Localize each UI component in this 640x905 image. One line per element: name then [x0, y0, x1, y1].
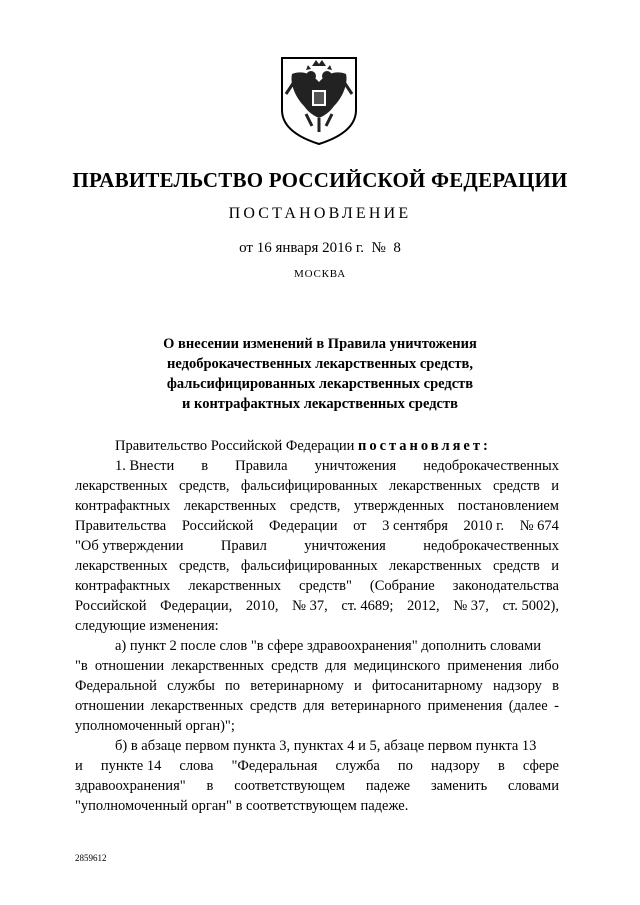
word: 2010, — [245, 598, 279, 614]
city: МОСКВА — [294, 268, 346, 280]
word: фитосанитарному — [371, 678, 483, 694]
intro-text: Правительство Российской Федерации — [115, 438, 355, 454]
word: средств" — [299, 578, 352, 594]
text-line — [75, 736, 559, 756]
word: либо — [529, 658, 559, 674]
word: средств, — [178, 478, 230, 494]
word: № 37, — [292, 598, 328, 614]
word: средств — [492, 558, 540, 574]
word: законодательства — [452, 578, 559, 594]
word: утвержденных — [353, 498, 445, 514]
text-line — [75, 556, 559, 576]
word: постановлением — [457, 498, 559, 514]
heading-line: фальсифицированных лекарственных средств — [166, 376, 474, 392]
text-line — [75, 596, 559, 616]
russian-coat-of-arms-icon — [276, 52, 362, 148]
text-line — [75, 496, 559, 516]
word: уничтожения — [304, 538, 386, 554]
word: недоброкачественных — [423, 458, 559, 474]
word: № 674 — [519, 518, 559, 534]
document-body — [75, 436, 559, 816]
word: и — [551, 478, 559, 494]
text-line — [75, 476, 559, 496]
word: и — [354, 678, 362, 694]
word: служба — [335, 758, 380, 774]
word: лекарственных — [171, 658, 264, 674]
decree-verb: постановляет: — [357, 438, 491, 454]
word: Федерации — [268, 518, 338, 534]
word: - — [554, 698, 559, 714]
word: средств, — [289, 498, 341, 514]
word: и — [75, 758, 83, 774]
text-line — [75, 576, 559, 596]
word: в — [497, 758, 505, 774]
word: сфере — [522, 758, 559, 774]
word: службы — [167, 678, 215, 694]
document-code: 2859612 — [75, 853, 107, 863]
word: Федеральной — [75, 678, 157, 694]
word: отношении — [75, 698, 145, 714]
word: Правительства — [75, 518, 167, 534]
word: Правил — [220, 538, 267, 554]
word: надзору — [492, 678, 542, 694]
text-line — [75, 456, 559, 476]
word: соответствующем — [234, 778, 345, 794]
word: лекарственных — [188, 578, 281, 594]
word: надзору — [430, 758, 480, 774]
word: Правила — [235, 458, 288, 474]
word: "Федеральная — [231, 758, 318, 774]
paragraph-a — [75, 636, 559, 716]
word: № 37, — [453, 598, 489, 614]
paragraph-b — [75, 736, 559, 796]
word: 2012, — [407, 598, 440, 614]
word: "Об утверждении — [75, 538, 184, 554]
word: Российской — [75, 598, 147, 614]
word: лекарственных — [150, 698, 244, 714]
word: контрафактных — [75, 498, 171, 514]
word: лекарственных — [183, 498, 277, 514]
word: падеже — [365, 778, 411, 794]
word: (Собрание — [369, 578, 435, 594]
word: а) пункт 2 после слов "в сфере здравоохранения" дополнить словами — [115, 638, 541, 654]
heading-line: и контрафактных лекарственных средств — [182, 396, 458, 412]
word: Федерации, — [160, 598, 233, 614]
government-title: ПРАВИТЕЛЬСТВО РОССИЙСКОЙ ФЕДЕРАЦИИ — [72, 168, 568, 192]
word: лекарственных — [75, 558, 168, 574]
word: для — [303, 698, 325, 714]
text-line — [75, 516, 559, 536]
word: лекарственных — [388, 558, 482, 574]
date-and-number: от 16 января 2016 г. № 8 — [239, 240, 401, 256]
word: от — [353, 518, 367, 534]
word: слова — [179, 758, 214, 774]
word: отношении — [94, 658, 165, 674]
intro-line — [75, 436, 559, 456]
word: словами — [508, 778, 559, 794]
text-line — [75, 696, 559, 716]
paragraph-1-last-line: следующие изменения: — [75, 618, 219, 634]
word: "в — [75, 658, 88, 674]
text-line — [75, 776, 559, 796]
word: 3 сентября — [382, 518, 448, 534]
word: в — [206, 778, 214, 794]
word: фальсифицированных — [240, 558, 378, 574]
word: 1. Внести — [115, 458, 175, 474]
word: средств — [249, 698, 297, 714]
word: по — [397, 758, 413, 774]
text-line — [75, 656, 559, 676]
word: б) в абзаце первом пункта 3, пунктах 4 и 5, абзаце первом пункта 13 — [115, 738, 537, 754]
heading-line: недоброкачественных лекарственных средств, — [167, 356, 473, 372]
text-line — [75, 756, 559, 776]
word: средств, — [178, 558, 230, 574]
text-line — [75, 676, 559, 696]
word: средств — [492, 478, 540, 494]
word: ст. 4689; — [341, 598, 394, 614]
word: лекарственных — [75, 478, 168, 494]
word: Российской — [181, 518, 254, 534]
word: недоброкачественных — [423, 538, 559, 554]
word: ст. 5002), — [502, 598, 559, 614]
text-line — [75, 636, 559, 656]
word: заменить — [430, 778, 488, 794]
word: для — [325, 658, 347, 674]
document-heading — [0, 334, 640, 414]
word: ветеринарного — [330, 698, 422, 714]
word: ветеринарному — [250, 678, 344, 694]
word: по — [225, 678, 241, 694]
word: фальсифицированных — [240, 478, 378, 494]
word: контрафактных — [75, 578, 171, 594]
word: пункте 14 — [100, 758, 162, 774]
word: и — [551, 558, 559, 574]
word: (далее — [508, 698, 548, 714]
word: применения — [427, 698, 503, 714]
paragraph-b-last-line: "уполномоченный орган" в соответствующем падеже. — [75, 798, 409, 814]
word: медицинского — [353, 658, 441, 674]
text-line — [75, 536, 559, 556]
heading-line: О внесении изменений в Правила уничтожения — [163, 336, 477, 352]
word: средств — [271, 658, 319, 674]
word: в — [552, 678, 559, 694]
document-type: ПОСТАНОВЛЕНИЕ — [228, 205, 412, 222]
word: 2010 г. — [463, 518, 505, 534]
word: здравоохранения" — [75, 778, 186, 794]
paragraph-a-last-line: уполномоченный орган)"; — [75, 718, 235, 734]
word: лекарственных — [388, 478, 482, 494]
word: в — [201, 458, 209, 474]
word: применения — [447, 658, 523, 674]
word: уничтожения — [314, 458, 397, 474]
paragraph-1 — [75, 456, 559, 616]
